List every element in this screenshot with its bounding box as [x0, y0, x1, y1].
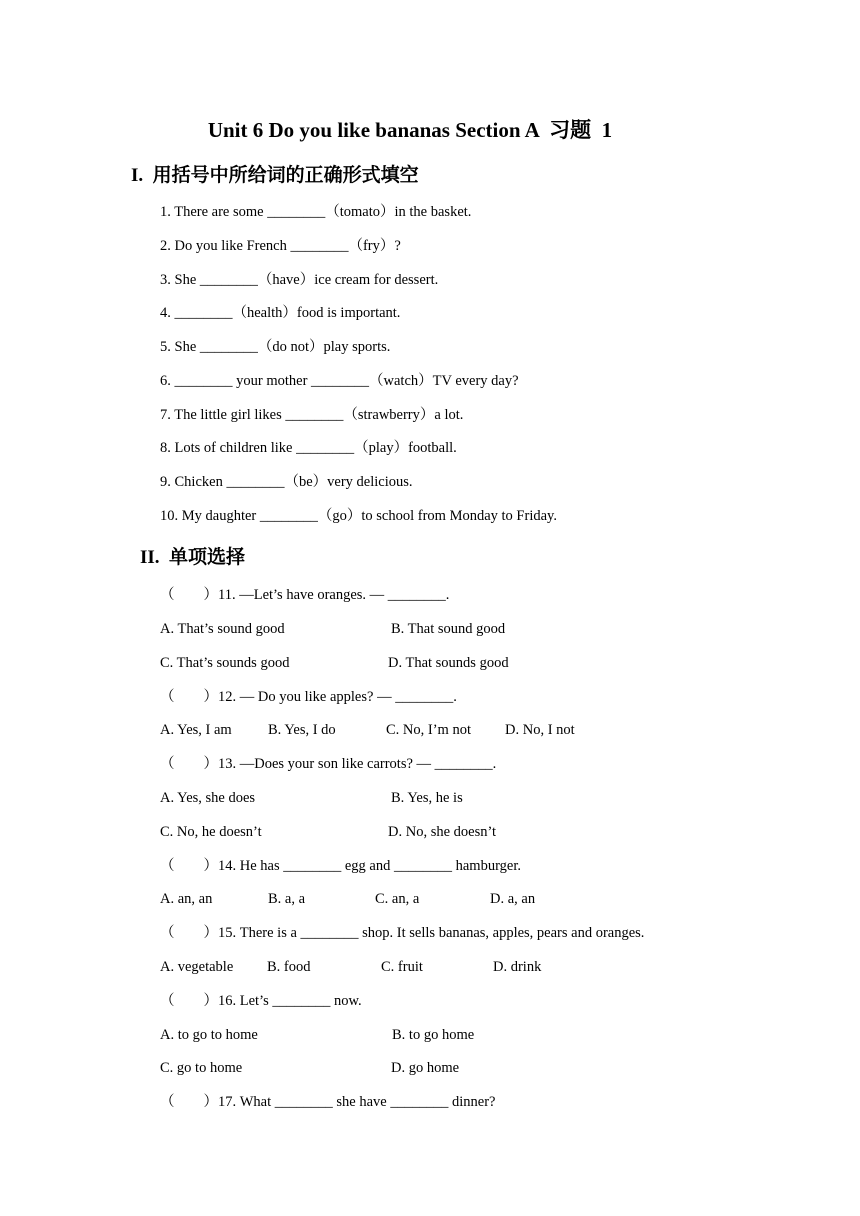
option-a: A. vegetable: [160, 959, 234, 975]
option-d: D. No, she doesn’t: [388, 824, 497, 840]
page-title: Unit 6 Do you like bananas Section A 习题 1: [207, 118, 613, 142]
option-c: C. No, I’m not: [386, 722, 471, 738]
question-11-stem: （ ）11. —Let’s have oranges. — ________.: [160, 587, 450, 603]
option-b: B. That sound good: [391, 621, 506, 637]
fill-in-item-2: 2. Do you like French ________（fry）?: [160, 238, 401, 254]
option-a: A. an, an: [160, 891, 213, 907]
option-a: A. to go to home: [160, 1027, 258, 1043]
question-12-stem: （ ）12. — Do you like apples? — ________.: [160, 689, 457, 705]
fill-in-item-1: 1. There are some ________（tomato）in the basket.: [160, 204, 472, 220]
question-13-stem: （ ）13. —Does your son like carrots? — ________.: [160, 756, 497, 772]
section-2-heading: II. 单项选择: [140, 547, 246, 568]
fill-in-item-5: 5. She ________（do not）play sports.: [160, 339, 391, 355]
option-c: C. fruit: [381, 959, 423, 975]
option-b: B. Yes, he is: [391, 790, 463, 806]
fill-in-item-4: 4. ________（health）food is important.: [160, 305, 401, 321]
option-d: D. drink: [493, 959, 542, 975]
option-c: C. No, he doesn’t: [160, 824, 262, 840]
fill-in-item-10: 10. My daughter ________（go）to school from Monday to Friday.: [160, 508, 557, 524]
option-b: B. Yes, I do: [268, 722, 336, 738]
option-a: A. Yes, I am: [160, 722, 232, 738]
option-a: A. That’s sound good: [160, 621, 285, 637]
option-d: D. No, I not: [505, 722, 575, 738]
option-d: D. That sounds good: [388, 655, 509, 671]
option-c: C. an, a: [375, 891, 420, 907]
option-b: B. to go home: [392, 1027, 475, 1043]
option-b: B. food: [267, 959, 311, 975]
question-17-stem: （ ）17. What ________ she have ________ dinner?: [160, 1094, 496, 1110]
fill-in-item-6: 6. ________ your mother ________（watch）TV every day?: [160, 373, 519, 389]
fill-in-item-9: 9. Chicken ________（be）very delicious.: [160, 474, 413, 490]
option-a: A. Yes, she does: [160, 790, 256, 806]
fill-in-item-3: 3. She ________（have）ice cream for dessert.: [160, 272, 439, 288]
option-c: C. go to home: [160, 1060, 243, 1076]
question-16-stem: （ ）16. Let’s ________ now.: [160, 993, 362, 1009]
fill-in-item-7: 7. The little girl likes ________（strawberry）a lot.: [160, 407, 464, 423]
question-14-stem: （ ）14. He has ________ egg and ________ hamburger.: [160, 858, 521, 874]
option-b: B. a, a: [268, 891, 306, 907]
option-d: D. go home: [391, 1060, 460, 1076]
option-c: C. That’s sounds good: [160, 655, 290, 671]
fill-in-item-8: 8. Lots of children like ________（play）football.: [160, 440, 457, 456]
option-d: D. a, an: [490, 891, 536, 907]
section-1-heading: I. 用括号中所给词的正确形式填空: [131, 165, 419, 186]
question-15-stem: （ ）15. There is a ________ shop. It sells bananas, apples, pears and oranges.: [160, 925, 645, 941]
